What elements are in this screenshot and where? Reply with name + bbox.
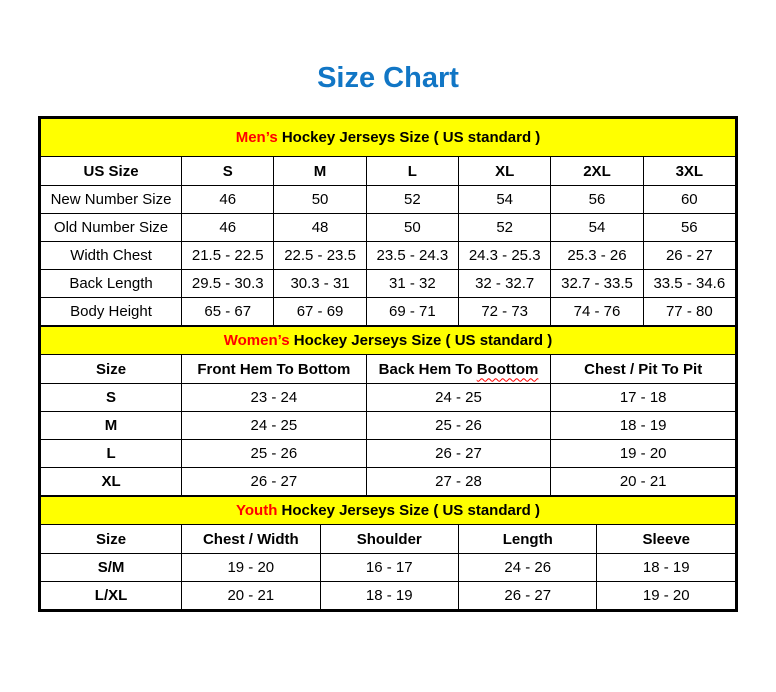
size-value-cell: 69 - 71: [366, 298, 458, 326]
size-value-cell: 25 - 26: [182, 440, 367, 468]
table-row: [41, 554, 736, 582]
column-header: Size: [41, 525, 182, 554]
size-value-cell: 26 - 27: [366, 440, 551, 468]
size-value-cell: 21.5 - 22.5: [182, 242, 274, 270]
women-band-row: [41, 327, 736, 355]
column-header: [366, 355, 551, 384]
size-value-cell: 24 - 25: [366, 384, 551, 412]
row-label: S/M: [41, 554, 182, 582]
size-value-cell: 26 - 27: [459, 582, 597, 610]
table-row: [41, 440, 736, 468]
men-heading-accent: Men’s: [235, 129, 278, 146]
women-heading-text: Hockey Jerseys Size ( US standard ): [289, 332, 553, 349]
size-value-cell: 56: [643, 214, 735, 242]
youth-section-heading: [41, 497, 736, 525]
size-value-cell: 30.3 - 31: [274, 270, 366, 298]
size-value-cell: 46: [182, 214, 274, 242]
size-value-cell: 54: [551, 214, 643, 242]
size-value-cell: 18 - 19: [597, 554, 736, 582]
column-header-text: Back Hem To: [378, 360, 477, 378]
size-value-cell: 56: [551, 186, 643, 214]
table-row: [41, 214, 736, 242]
size-value-cell: 67 - 69: [274, 298, 366, 326]
men-heading-text: Hockey Jerseys Size ( US standard ): [277, 129, 541, 146]
size-value-cell: 65 - 67: [182, 298, 274, 326]
size-value-cell: 19 - 20: [597, 582, 736, 610]
size-value-cell: 17 - 18: [551, 384, 736, 412]
row-label: M: [41, 412, 182, 440]
column-header: 3XL: [643, 157, 735, 186]
size-value-cell: 77 - 80: [643, 298, 735, 326]
row-label: Back Length: [41, 270, 182, 298]
size-value-cell: 23 - 24: [182, 384, 367, 412]
size-value-cell: 31 - 32: [366, 270, 458, 298]
row-label: Body Height: [41, 298, 182, 326]
size-value-cell: 72 - 73: [459, 298, 551, 326]
size-value-cell: 48: [274, 214, 366, 242]
row-label: L/XL: [41, 582, 182, 610]
size-value-cell: 25.3 - 26: [551, 242, 643, 270]
column-header: L: [366, 157, 458, 186]
women-heading-accent: Women’s: [223, 332, 290, 349]
size-value-cell: 52: [366, 186, 458, 214]
column-header: Front Hem To Bottom: [182, 355, 367, 384]
table-row: [41, 186, 736, 214]
size-chart: [38, 116, 738, 612]
page-title: Size Chart: [317, 62, 459, 94]
youth-header-row: [41, 525, 736, 554]
size-value-cell: 33.5 - 34.6: [643, 270, 735, 298]
size-value-cell: 19 - 20: [551, 440, 736, 468]
size-value-cell: 29.5 - 30.3: [182, 270, 274, 298]
size-table-youth: [40, 496, 736, 610]
size-value-cell: 20 - 21: [182, 582, 320, 610]
women-section-heading: [41, 327, 736, 355]
column-header: Size: [41, 355, 182, 384]
size-value-cell: 25 - 26: [366, 412, 551, 440]
size-value-cell: 60: [643, 186, 735, 214]
size-value-cell: 24.3 - 25.3: [459, 242, 551, 270]
size-value-cell: 18 - 19: [551, 412, 736, 440]
column-header: US Size: [41, 157, 182, 186]
size-value-cell: 22.5 - 23.5: [274, 242, 366, 270]
column-header: Sleeve: [597, 525, 736, 554]
youth-band-row: [41, 497, 736, 525]
column-header: Length: [459, 525, 597, 554]
size-value-cell: 74 - 76: [551, 298, 643, 326]
men-section-heading: [41, 119, 736, 157]
size-table-women: [40, 326, 736, 496]
size-value-cell: 19 - 20: [182, 554, 320, 582]
table-row: [41, 468, 736, 496]
size-table-men: [40, 118, 736, 326]
row-label: XL: [41, 468, 182, 496]
size-value-cell: 27 - 28: [366, 468, 551, 496]
row-label: Old Number Size: [41, 214, 182, 242]
size-value-cell: 26 - 27: [643, 242, 735, 270]
men-header-row: [41, 157, 736, 186]
size-value-cell: 16 - 17: [320, 554, 458, 582]
row-label: New Number Size: [41, 186, 182, 214]
column-header: Chest / Width: [182, 525, 320, 554]
table-row: [41, 298, 736, 326]
size-value-cell: 50: [366, 214, 458, 242]
misspelled-word: Boottom: [476, 360, 539, 378]
size-value-cell: 52: [459, 214, 551, 242]
row-label: S: [41, 384, 182, 412]
table-row: [41, 582, 736, 610]
table-row: [41, 270, 736, 298]
size-value-cell: 24 - 25: [182, 412, 367, 440]
column-header: XL: [459, 157, 551, 186]
size-value-cell: 54: [459, 186, 551, 214]
column-header: Shoulder: [320, 525, 458, 554]
youth-heading-accent: Youth: [236, 502, 278, 519]
men-band-row: [41, 119, 736, 157]
size-value-cell: 32.7 - 33.5: [551, 270, 643, 298]
table-row: [41, 412, 736, 440]
size-value-cell: 23.5 - 24.3: [366, 242, 458, 270]
size-value-cell: 24 - 26: [459, 554, 597, 582]
column-header: M: [274, 157, 366, 186]
size-value-cell: 32 - 32.7: [459, 270, 551, 298]
table-row: [41, 384, 736, 412]
size-value-cell: 20 - 21: [551, 468, 736, 496]
youth-heading-text: Hockey Jerseys Size ( US standard ): [277, 502, 540, 519]
row-label: L: [41, 440, 182, 468]
size-value-cell: 26 - 27: [182, 468, 367, 496]
women-header-row: [41, 355, 736, 384]
size-value-cell: 46: [182, 186, 274, 214]
column-header: Chest / Pit To Pit: [551, 355, 736, 384]
column-header: 2XL: [551, 157, 643, 186]
size-value-cell: 18 - 19: [320, 582, 458, 610]
row-label: Width Chest: [41, 242, 182, 270]
table-row: [41, 242, 736, 270]
column-header: S: [182, 157, 274, 186]
size-value-cell: 50: [274, 186, 366, 214]
